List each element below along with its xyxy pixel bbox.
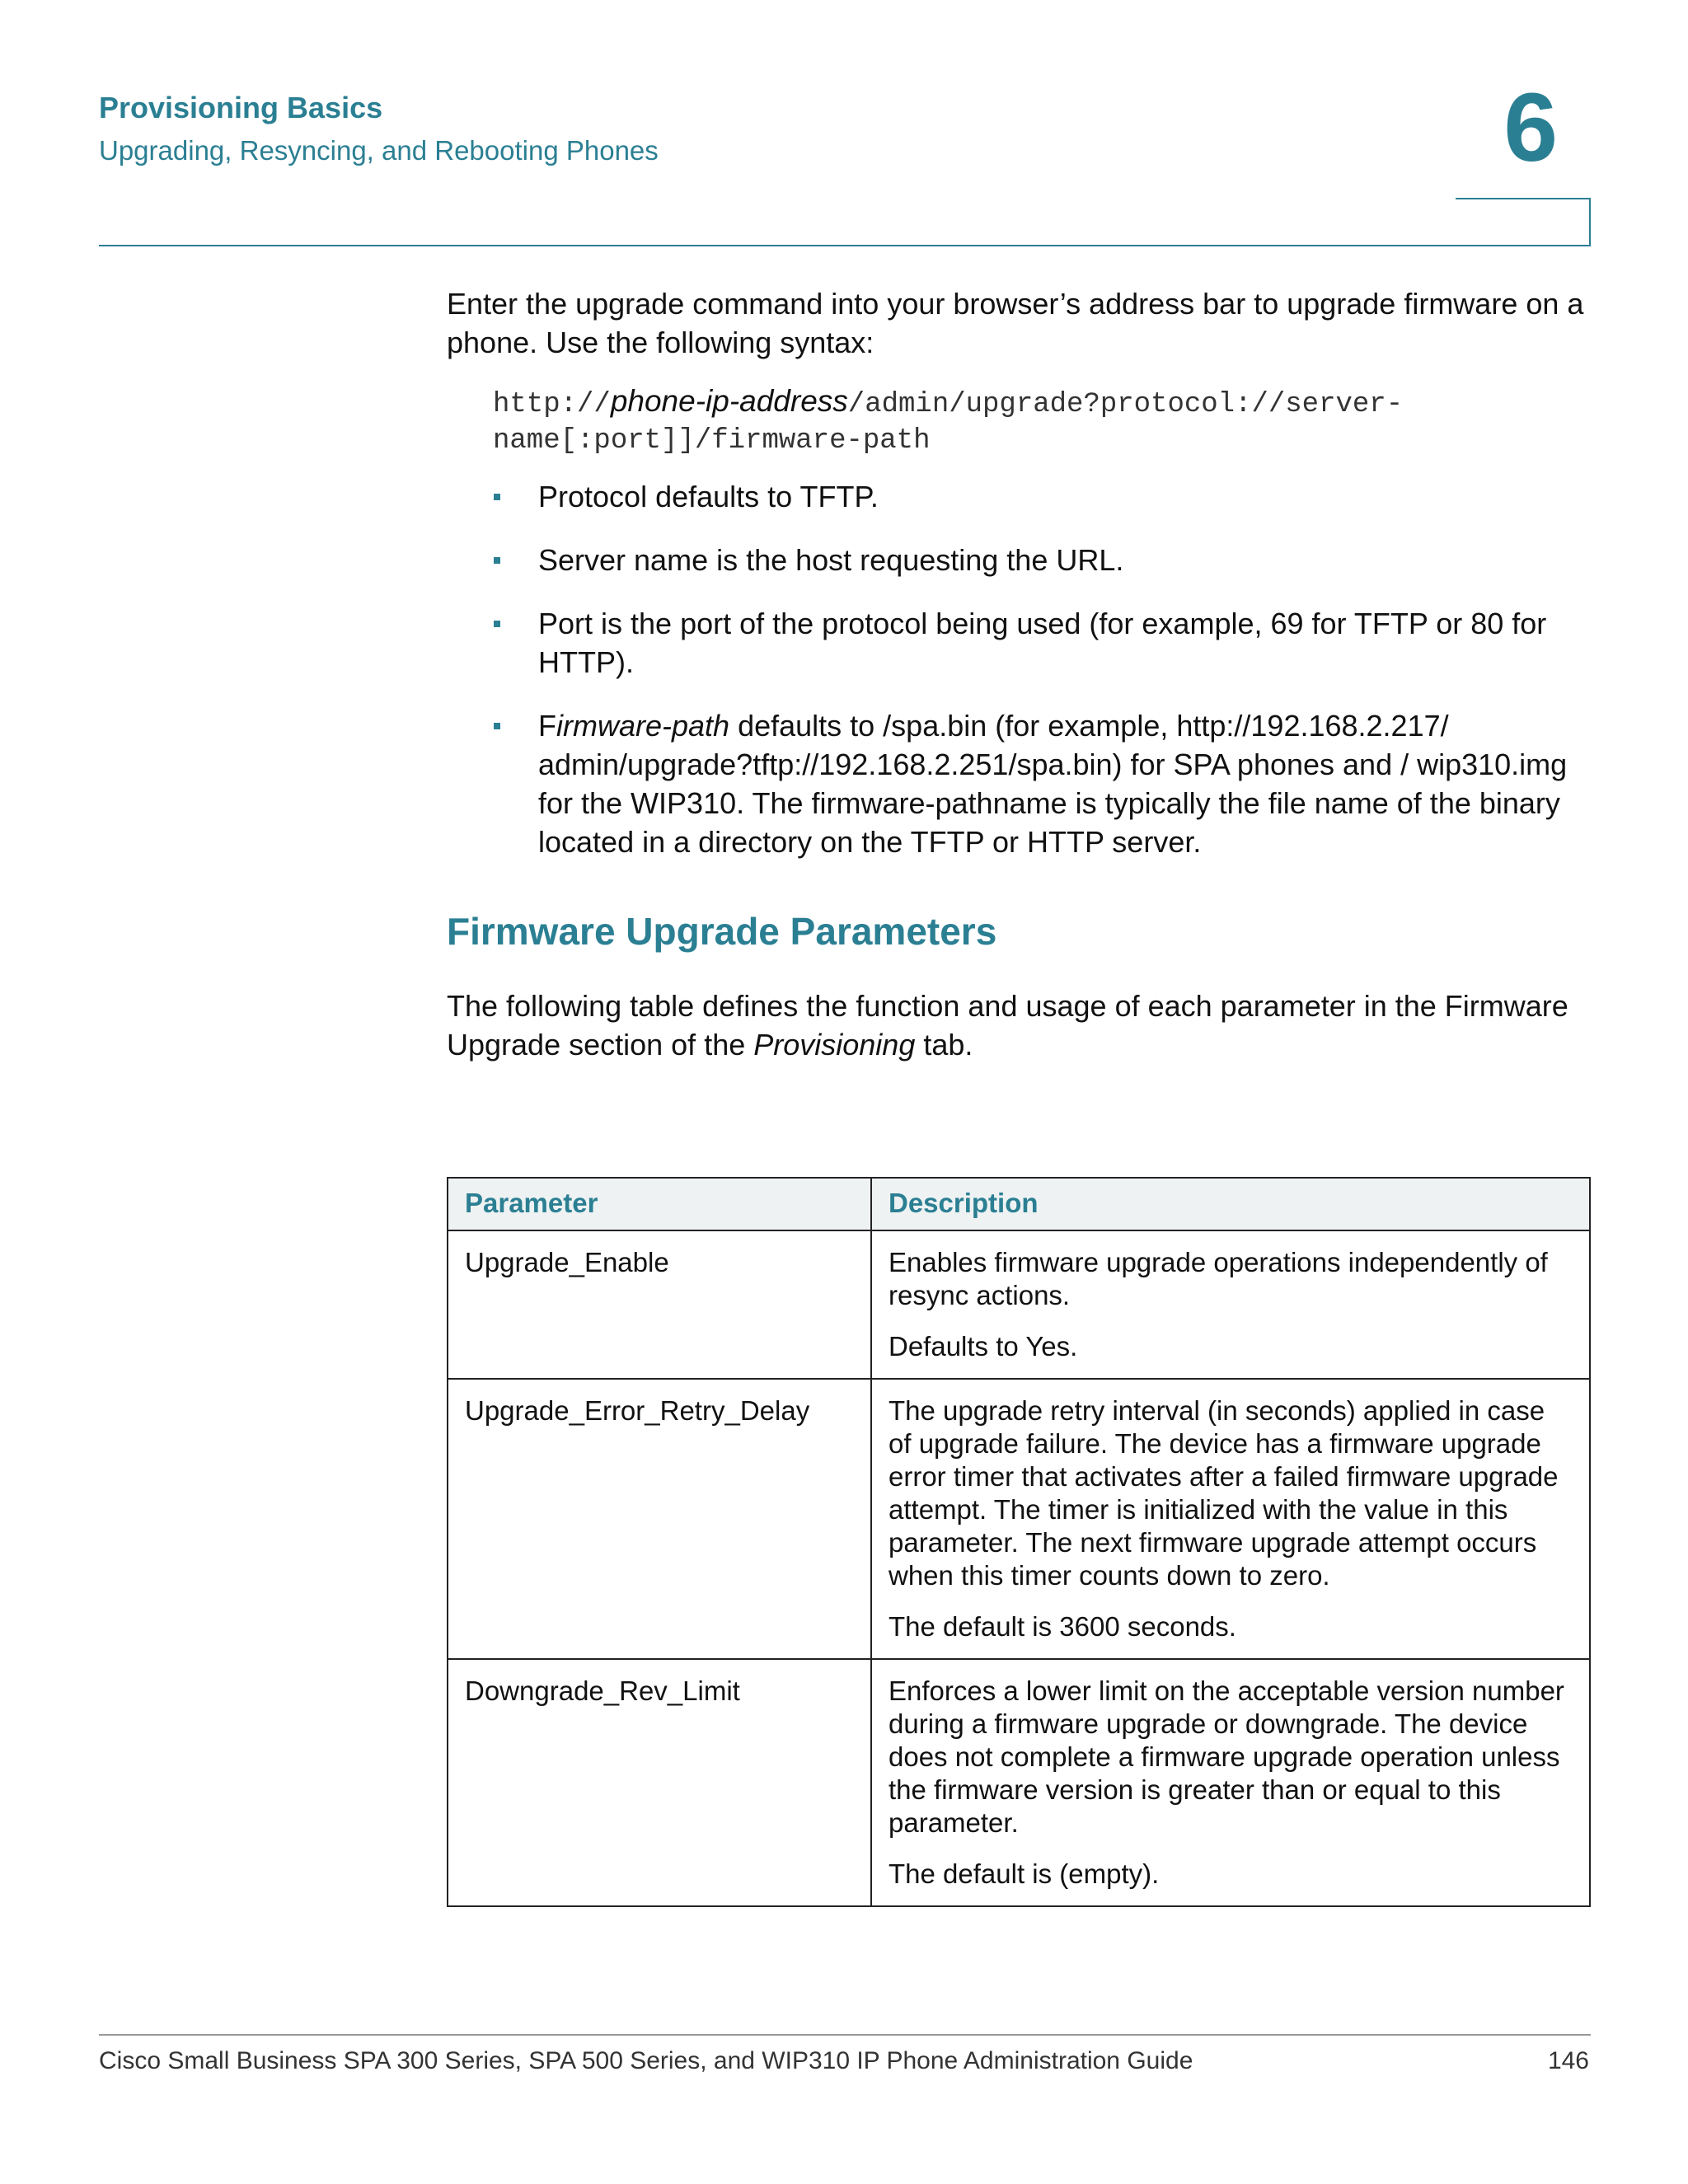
chapter-tab-box bbox=[1456, 198, 1591, 246]
list-item-text: Server name is the host requesting the URL. bbox=[538, 543, 1124, 577]
bullet-square-icon bbox=[494, 494, 500, 500]
description-cell bbox=[871, 1659, 1590, 1906]
description-text: Enforces a lower limit on the acceptable version number during a firmware upgrade or downgrade. The device does not complete a firmware upgrade operation unless the firmware version is greater than or equal to this parameter. bbox=[889, 1675, 1564, 1838]
description-default: The default is (empty). bbox=[889, 1858, 1160, 1889]
syntax-notes-list bbox=[447, 477, 1592, 861]
description-default: Defaults to Yes. bbox=[889, 1331, 1078, 1361]
chapter-number: 6 bbox=[1503, 73, 1558, 182]
parameter-table-wrapper bbox=[447, 1177, 1591, 1907]
header-divider bbox=[99, 245, 1591, 246]
list-item bbox=[447, 604, 1592, 682]
list-item-text: Port is the port of the protocol being used (for example, 69 for TFTP or 80 for HTTP). bbox=[538, 607, 1547, 679]
syntax-line-2: name[:port]]/firmware-path bbox=[493, 425, 931, 457]
list-item-text: Protocol defaults to TFTP. bbox=[538, 480, 879, 513]
description-cell bbox=[871, 1230, 1590, 1379]
chapter-title: Provisioning Basics bbox=[99, 91, 383, 124]
parameter-cell: Upgrade_Error_Retry_Delay bbox=[448, 1379, 871, 1659]
section-intro-before: The following table defines the function and usage of each parameter in the Firmware Upgrade section of the bbox=[447, 989, 1568, 1062]
bullet-square-icon bbox=[494, 557, 500, 564]
syntax-prefix: http:// bbox=[493, 389, 611, 420]
description-text: The upgrade retry interval (in seconds) applied in case of upgrade failure. The device has a firmware upgrade error timer that activates after a failed firmware upgrade attempt. The timer is initialized with the value in this parameter. The next firmware upgrade attempt occurs when this timer counts down to zero. bbox=[889, 1395, 1559, 1591]
main-content bbox=[447, 284, 1592, 1064]
header-description: Description bbox=[871, 1178, 1590, 1230]
table-row bbox=[448, 1379, 1590, 1659]
chapter-subtitle: Upgrading, Resyncing, and Rebooting Phones bbox=[99, 135, 659, 166]
parameter-table bbox=[447, 1177, 1591, 1907]
table-row bbox=[448, 1659, 1590, 1906]
bullet-square-icon bbox=[494, 723, 500, 729]
firmware-lead: F bbox=[538, 709, 556, 743]
bullet-square-icon bbox=[494, 621, 500, 627]
footer-guide-title: Cisco Small Business SPA 300 Series, SPA 500 Series, and WIP310 IP Phone Administration Guide bbox=[99, 2047, 1193, 2074]
table-header-row bbox=[448, 1178, 1590, 1230]
parameter-cell: Upgrade_Enable bbox=[448, 1230, 871, 1379]
header-parameter: Parameter bbox=[448, 1178, 871, 1230]
syntax-variable: phone-ip-address bbox=[610, 384, 848, 418]
section-intro-italic: Provisioning bbox=[753, 1028, 916, 1062]
syntax-suffix: /admin/upgrade?protocol://server- bbox=[847, 389, 1404, 420]
description-text: Enables firmware upgrade operations independently of resync actions. bbox=[889, 1247, 1548, 1310]
list-item bbox=[447, 477, 1592, 516]
table-row bbox=[448, 1230, 1590, 1379]
syntax-code-block bbox=[493, 383, 1592, 459]
intro-paragraph: Enter the upgrade command into your browser’s address bar to upgrade firmware on a phone. Use the following syntax: bbox=[447, 287, 1584, 359]
page-number: 146 bbox=[1547, 2047, 1589, 2074]
section-intro-after: tab. bbox=[915, 1028, 973, 1062]
section-heading: Firmware Upgrade Parameters bbox=[447, 910, 997, 953]
description-default: The default is 3600 seconds. bbox=[889, 1611, 1236, 1642]
syntax-line-1 bbox=[493, 383, 1592, 423]
parameter-cell: Downgrade_Rev_Limit bbox=[448, 1659, 871, 1906]
list-item bbox=[447, 706, 1592, 861]
list-item bbox=[447, 541, 1592, 579]
description-cell bbox=[871, 1379, 1590, 1659]
firmware-italic: irmware-path bbox=[556, 709, 730, 743]
section-intro bbox=[447, 987, 1592, 1064]
firmware-rest: defaults to /spa.bin (for example, http://192.168.2.217/ admin/upgrade?tftp://192.168.2.251/spa.bin) for SPA phones and / wip310.img for the WIP310. The firmware-pathname is typically the file name of the binary located in a directory on the TFTP or HTTP server. bbox=[538, 709, 1568, 859]
footer-divider bbox=[99, 2034, 1591, 2036]
